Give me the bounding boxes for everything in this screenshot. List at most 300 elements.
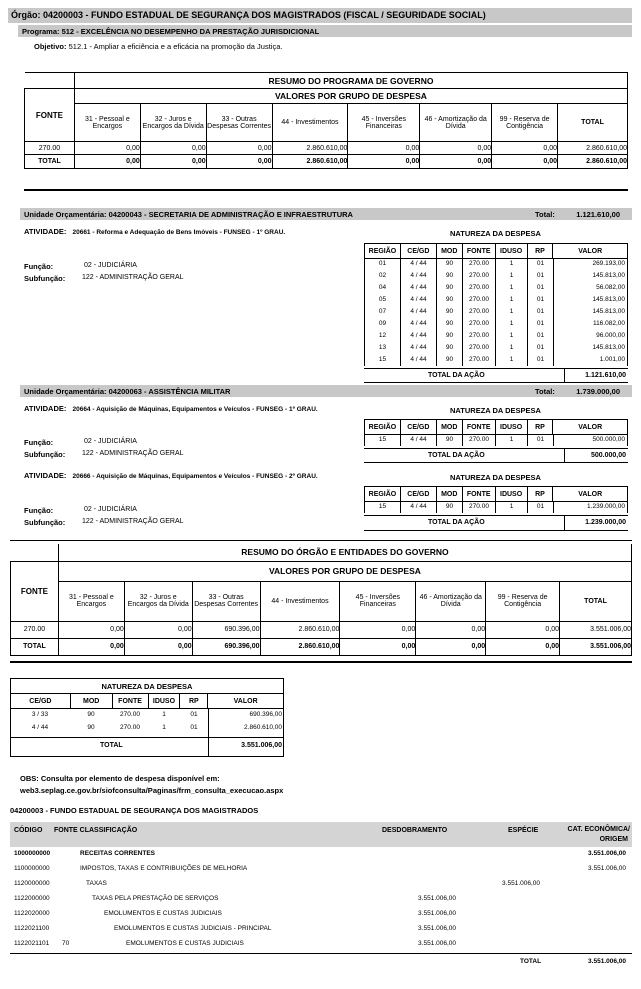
cell: 0,00 [74,142,140,155]
cell: 01 [527,342,553,354]
especie-header: ESPÉCIE [508,827,539,834]
cell: 4 / 44 [400,318,436,330]
cell: 2.860.610,00 [260,638,340,655]
cell: 0,00 [340,621,416,638]
divider [10,661,632,663]
unidade-bar [20,385,632,397]
col-header: FONTE [462,244,495,259]
resumo-programa-table [24,72,628,169]
col-header: MOD [70,694,112,709]
cell: 0,00 [124,621,192,638]
atividade-label: ATIVIDADE: [24,471,67,480]
cell: 0,00 [486,621,560,638]
cell: 01 [527,501,553,513]
col-header: IDUSO [495,487,527,502]
resumo-orgao-col-headers [11,581,632,621]
cell: 01 [527,306,553,318]
subfuncao-label: Subfunção: [24,274,66,283]
unidade-total-label: Total: [535,210,555,219]
obs-text: OBS: Consulta por elemento de despesa disponível em: [20,774,220,783]
cell: 0,00 [348,155,420,169]
table-row [10,863,632,878]
unidade-total-value: 1.121.610,00 [576,210,620,219]
cell: 1 [162,711,166,718]
fonte-classificacao-header: FONTE CLASSIFICAÇÃO [54,827,138,834]
total-row [25,155,628,169]
cell: 270.00 [462,282,495,294]
atividade-label: ATIVIDADE: [24,227,67,236]
cell: 116.082,00 [553,318,628,330]
cat-header-line2: ORIGEM [599,836,628,843]
cell: 1 [495,330,527,342]
cell: 2.860.610,00 [244,724,282,731]
table-row [364,342,628,354]
cell: 0,00 [348,142,420,155]
col-header: 32 - Juros e Encargos da Dívida [124,581,192,621]
cell-codigo: 1122021101 [14,940,50,947]
natureza-title: NATUREZA DA DESPESA [450,229,541,238]
cell-descricao: EMOLUMENTOS E CUSTAS JUDICIAIS [104,910,222,917]
cell: 2.860.610,00 [558,155,628,169]
cell: 4 / 44 [400,501,436,513]
cell-descricao: EMOLUMENTOS E CUSTAS JUDICIAIS [126,940,244,947]
cell: 145.813,00 [553,306,628,318]
cell: 4 / 44 [400,354,436,366]
total-row [11,638,632,655]
cell: 1 [495,434,527,446]
divider [364,462,628,463]
col-header: CE/GD [400,487,436,502]
cell: 90 [436,294,462,306]
col-header: IDUSO [495,244,527,259]
col-header: 99 - Reserva de Contigência [492,104,558,142]
cell: 2.860.610,00 [272,155,348,169]
cell: 0,00 [416,638,486,655]
cell: 1 [495,342,527,354]
col-header: REGIÃO [365,487,401,502]
atividade-text: 20661 - Reforma e Adequação de Bens Imóveis - FUNSEG - 1º GRAU. [72,229,286,236]
divider [364,448,628,449]
receita-total-label: TOTAL [520,958,542,965]
table-row [364,434,628,446]
cell: 04 [364,282,400,294]
cell-especie: 3.551.006,00 [502,880,540,887]
cell: 15 [364,434,400,446]
cell: 4 / 44 [400,306,436,318]
table-row [364,306,628,318]
table-row [10,848,632,863]
natureza-table [364,419,628,435]
col-header: IDUSO [495,420,527,435]
cell: 01 [527,282,553,294]
cell: 0,00 [140,155,206,169]
cell: 01 [527,434,553,446]
cell: 270.00 [462,258,495,270]
cell: 96.000,00 [553,330,628,342]
cell: 1 [495,501,527,513]
col-header: VALOR [553,420,628,435]
cell: 0,00 [58,621,124,638]
resumo-programa-col-headers [25,104,628,142]
cell: 01 [527,270,553,282]
cell: 270.00 [462,318,495,330]
cell: 270.00 [462,330,495,342]
total-acao-label: TOTAL DA AÇÃO [428,452,485,459]
cell: 690.396,00 [192,621,260,638]
cell-descricao: IMPOSTOS, TAXAS E CONTRIBUIÇÕES DE MELHORIA [80,865,248,872]
cell: 270.00 [462,501,495,513]
atividade-label: ATIVIDADE: [24,404,67,413]
receita-total-value: 3.551.006,00 [588,958,626,965]
col-header: TOTAL [560,581,632,621]
cell: 270.00 [25,142,75,155]
table-row [10,721,284,734]
cell: 13 [364,342,400,354]
cell: 90 [436,318,462,330]
cell: 270.00 [11,621,59,638]
cell: 0,00 [206,155,272,169]
cell: 270.00 [462,294,495,306]
col-header: 46 - Amortização da Dívida [420,104,492,142]
cell: 0,00 [74,155,140,169]
natureza-resumo-total-value: 3.551.006,00 [241,742,282,749]
cell-codigo: 1100000000 [14,865,50,872]
cell: 01 [190,711,198,718]
cell-codigo: 1122000000 [14,895,50,902]
cell: 1.239.000,00 [553,501,628,513]
divider [364,382,628,383]
subfuncao-label: Subfunção: [24,450,66,459]
unidade-total-value: 1.739.000,00 [576,387,620,396]
cell-desdobramento: 3.551.006,00 [418,910,456,917]
col-header: 46 - Amortização da Dívida [416,581,486,621]
cat-header-line1: CAT. ECONÔMICA/ [567,826,630,833]
atividade-line [24,404,318,413]
col-header: RP [180,694,208,709]
cell: 2.860.610,00 [558,142,628,155]
cell: 4 / 44 [400,270,436,282]
cell: 145.813,00 [553,342,628,354]
natureza-rows [364,258,628,366]
funcao-row [24,506,137,515]
col-header: CE/GD [400,420,436,435]
table-row [364,282,628,294]
cell: 0,00 [206,142,272,155]
funcao-value: 02 - JUDICIÁRIA [84,506,137,513]
unidade-total-label: Total: [535,387,555,396]
unidade-bar [20,208,632,220]
cell: 4 / 44 [400,258,436,270]
funcao-label: Função: [24,262,54,271]
cell: 90 [436,270,462,282]
funcao-label: Função: [24,438,54,447]
natureza-table [364,243,628,259]
col-header: REGIÃO [365,244,401,259]
cell: 270.00 [462,354,495,366]
total-acao-value: 1.121.610,00 [585,372,626,379]
col-header: RP [527,420,553,435]
cell: 270.00 [462,342,495,354]
table-row [364,258,628,270]
cell: TOTAL [25,155,75,169]
cell: 1 [495,354,527,366]
col-header: MOD [436,244,462,259]
divider [10,756,284,757]
divider [10,540,632,541]
cell: 0,00 [420,155,492,169]
col-header: CE/GD [400,244,436,259]
resumo-orgao-subtitle: VALORES POR GRUPO DE DESPESA [58,561,631,581]
cell: 01 [527,294,553,306]
cell: 4 / 44 [400,294,436,306]
col-header: CE/GD [11,694,71,709]
cell: 270.00 [462,434,495,446]
resumo-orgao-table [10,544,632,656]
cell: 270.00 [462,306,495,318]
col-header: 45 - Inversões Financeiras [340,581,416,621]
col-header: 33 - Outras Despesas Correntes [192,581,260,621]
cell-desdobramento: 3.551.006,00 [418,895,456,902]
cell: 270.00 [120,711,140,718]
subfuncao-value: 122 - ADMINISTRAÇÃO GERAL [82,274,184,281]
orgao-header-bar [8,8,632,23]
cell: 01 [527,318,553,330]
cell: 690.396,00 [249,711,282,718]
divider [24,189,628,191]
cell-descricao: TAXAS [86,880,107,887]
cell: 15 [364,501,400,513]
cell: 01 [527,354,553,366]
cell: 01 [527,330,553,342]
col-header: VALOR [208,694,284,709]
cell: 90 [436,501,462,513]
resumo-orgao [10,544,632,656]
cell: 3 / 33 [31,711,49,718]
cell: 145.813,00 [553,270,628,282]
cell: 0,00 [492,155,558,169]
obs-link[interactable]: web3.seplag.ce.gov.br/siofconsulta/Paginas/frm_consulta_execucao.aspx [20,786,284,795]
subfuncao-label: Subfunção: [24,518,66,527]
cell: 4 / 44 [400,282,436,294]
cell: TOTAL [11,638,59,655]
table-row [10,893,632,908]
cell: 1 [495,306,527,318]
objetivo-text: 512.1 - Ampliar a eficiência e a eficácia na promoção da Justiça. [68,42,283,51]
subfuncao-row [24,274,184,283]
cell: 01 [190,724,198,731]
natureza-resumo-title: NATUREZA DA DESPESA [11,679,284,694]
cell: 90 [436,342,462,354]
cell: 1 [162,724,166,731]
cell: 1 [495,282,527,294]
cell: 1.001,00 [553,354,628,366]
table-row [364,270,628,282]
table-row [25,142,628,155]
cell: 3.551.006,00 [560,621,632,638]
funcao-row [24,438,137,447]
total-acao-value: 500.000,00 [590,452,626,459]
divider [564,515,565,530]
natureza-title: NATUREZA DA DESPESA [450,473,541,482]
funcao-value: 02 - JUDICIÁRIA [84,262,137,269]
divider [364,368,628,369]
divider [364,515,628,516]
total-acao-value: 1.239.000,00 [585,519,626,526]
cell-desdobramento: 3.551.006,00 [418,925,456,932]
col-header: MOD [436,487,462,502]
divider [564,448,565,462]
cell: 90 [436,434,462,446]
divider [283,708,284,757]
subfuncao-row [24,518,184,527]
cell: 90 [436,306,462,318]
cell-cat: 3.551.006,00 [588,865,626,872]
col-header: VALOR [553,244,628,259]
cell: 0,00 [140,142,206,155]
resumo-orgao-title: RESUMO DO ÓRGÃO E ENTIDADES DO GOVERNO [58,544,631,561]
cell: 1 [495,270,527,282]
divider [208,708,209,757]
cell-codigo: 1000000000 [14,850,51,857]
table-row [11,621,632,638]
col-header: 44 - Investimentos [260,581,340,621]
cell: 4 / 44 [400,330,436,342]
divider [10,737,284,738]
objetivo-label: Objetivo: [34,42,67,51]
col-header: 44 - Investimentos [272,104,348,142]
table-row [364,330,628,342]
natureza-rows [364,501,628,513]
cell-desdobramento: 3.551.006,00 [418,940,456,947]
subfuncao-row [24,450,184,459]
cell: 07 [364,306,400,318]
cell: 56.082,00 [553,282,628,294]
table-row [364,294,628,306]
cell: 270.00 [120,724,140,731]
table-row [10,923,632,938]
table-row [10,708,284,721]
atividade-text: 20666 - Aquisição de Máquinas, Equipamentos e Veículos - FUNSEG - 2º GRAU. [72,473,318,480]
cell: 2.860.610,00 [260,621,340,638]
programa-title: Programa: 512 - EXCELÊNCIA NO DESEMPENHO DA PRESTAÇÃO JURISDICIONAL [22,27,320,36]
cell-codigo: 1122020000 [14,910,50,917]
subfuncao-value: 122 - ADMINISTRAÇÃO GERAL [82,518,184,525]
funcao-row [24,262,137,271]
resumo-programa-title: RESUMO DO PROGRAMA DE GOVERNO [74,73,627,89]
table-row [10,878,632,893]
col-header: FONTE [462,420,495,435]
cell-codigo: 1120000000 [14,880,50,887]
col-header: REGIÃO [365,420,401,435]
cell: 4 / 44 [31,724,49,731]
cell-descricao: TAXAS PELA PRESTAÇÃO DE SERVIÇOS [92,895,219,902]
cell: 0,00 [58,638,124,655]
atividade-line [24,227,285,236]
codigo-header: CÓDIGO [14,827,43,834]
col-header: RP [527,487,553,502]
divider [564,368,565,382]
cell: 0,00 [416,621,486,638]
desdobramento-header: DESDOBRAMENTO [382,827,448,834]
cell-descricao: RECEITAS CORRENTES [80,850,155,857]
table-row [10,908,632,923]
cell: 0,00 [492,142,558,155]
natureza-rows [364,434,628,446]
natureza-table [364,486,628,502]
col-header: 31 - Pessoal e Encargos [74,104,140,142]
natureza-title: NATUREZA DA DESPESA [450,406,541,415]
col-header: TOTAL [558,104,628,142]
funcao-value: 02 - JUDICIÁRIA [84,438,137,445]
atividade-text: 20664 - Aquisição de Máquinas, Equipamentos e Veículos - FUNSEG - 1º GRAU. [72,406,318,413]
cell-fonte: 70 [62,940,70,947]
cell: 2.860.610,00 [272,142,348,155]
objetivo-line [34,42,282,51]
cell-cat: 3.551.006,00 [588,850,626,857]
divider [10,708,11,757]
divider [364,530,628,531]
divider [10,953,632,954]
col-header: 45 - Inversões Financeiras [348,104,420,142]
cell: 690.396,00 [192,638,260,655]
atividade-line [24,471,318,480]
col-header: 99 - Reserva de Contigência [486,581,560,621]
cell: 269.193,00 [553,258,628,270]
col-header: 33 - Outras Despesas Correntes [206,104,272,142]
cell-descricao: EMOLUMENTOS E CUSTAS JUDICIAIS - PRINCIPAL [114,925,272,932]
total-acao-label: TOTAL DA AÇÃO [428,519,485,526]
cell: 4 / 44 [400,342,436,354]
funcao-label: Função: [24,506,54,515]
cell-codigo: 1122021100 [14,925,50,932]
cell: 12 [364,330,400,342]
cell: 1 [495,258,527,270]
cell: 90 [436,282,462,294]
fundo-title: 04200003 - FUNDO ESTADUAL DE SEGURANÇA DOS MAGISTRADOS [10,806,259,815]
col-header: FONTE [112,694,148,709]
cell: 3.551.006,00 [560,638,632,655]
fonte-header: FONTE [25,89,75,142]
programa-bar [18,25,632,37]
cell: 05 [364,294,400,306]
receita-header [10,822,632,847]
cell: 09 [364,318,400,330]
cell: 270.00 [462,270,495,282]
unidade-title: Unidade Orçamentária: 04200063 - ASSISTÊNCIA MILITAR [24,387,231,396]
cell: 90 [436,354,462,366]
table-row [364,318,628,330]
col-header: 31 - Pessoal e Encargos [58,581,124,621]
cell: 500.000,00 [553,434,628,446]
col-header: FONTE [462,487,495,502]
table-row [364,354,628,366]
cell: 02 [364,270,400,282]
receita-rows [10,848,632,953]
cell: 90 [87,711,95,718]
resumo-programa [24,72,628,169]
total-acao-label: TOTAL DA AÇÃO [428,372,485,379]
cell: 01 [527,258,553,270]
col-header: RP [527,244,553,259]
natureza-resumo-total-label: TOTAL [100,742,123,749]
cell: 145.813,00 [553,294,628,306]
resumo-programa-subtitle: VALORES POR GRUPO DE DESPESA [74,89,627,104]
cell: 4 / 44 [400,434,436,446]
table-row [364,501,628,513]
cell: 01 [364,258,400,270]
table-row [10,938,632,953]
cell: 90 [87,724,95,731]
